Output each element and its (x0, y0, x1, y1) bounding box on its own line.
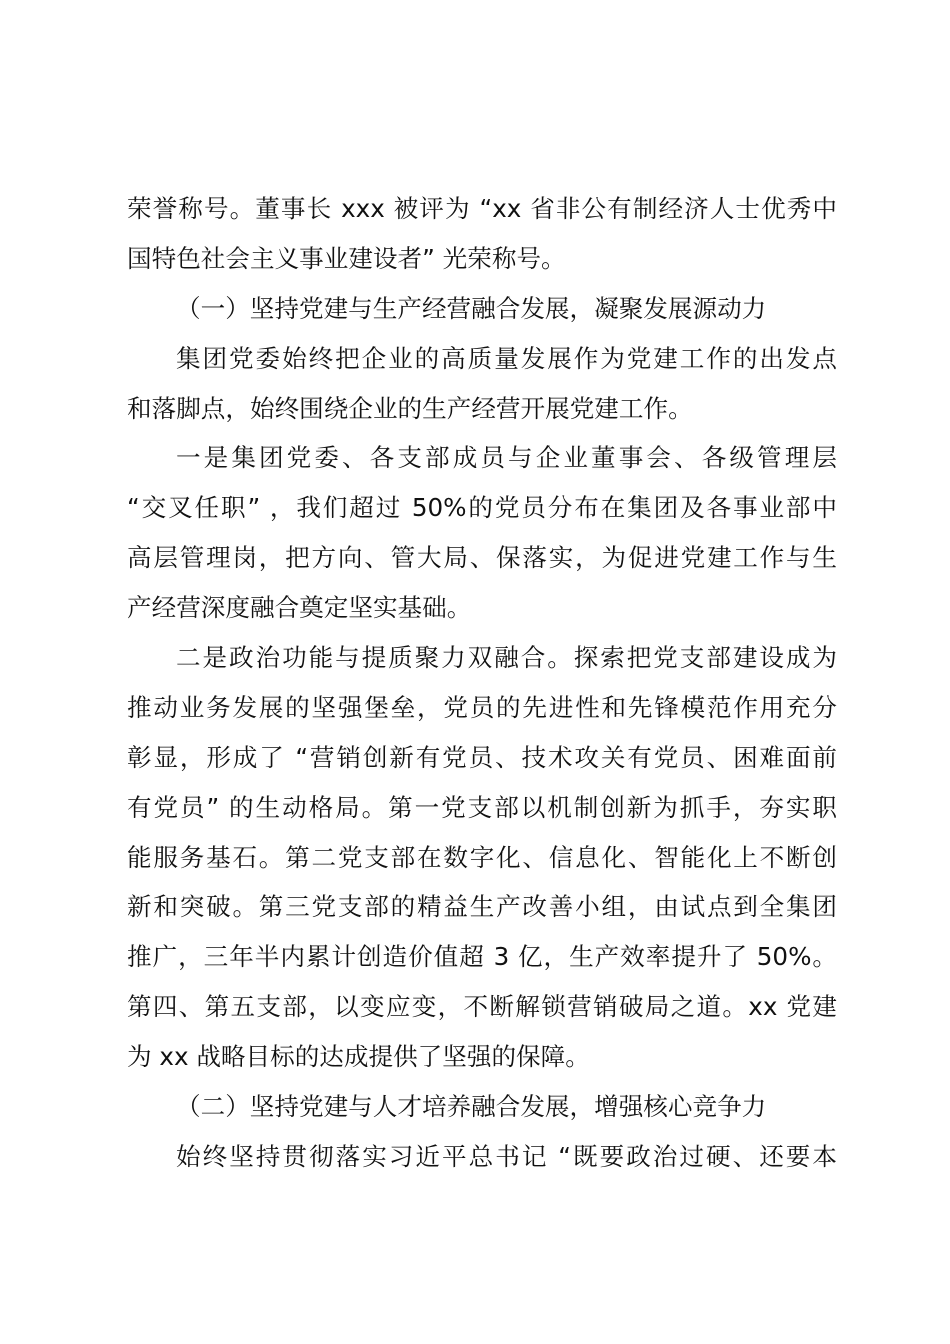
paragraph-talent (127, 1132, 837, 1182)
text-line: 能服务基石。第二党支部在数字化、信息化、智能化上不断创 (127, 842, 837, 872)
paragraph-honor-title (127, 184, 837, 284)
text-line: 荣誉称号。董事长 xxx 被评为 “xx 省非公有制经济人士优秀中 (127, 194, 837, 223)
text-line: 彰显，形成了 “营销创新有党员、技术攻关有党员、困难面前 (127, 742, 837, 772)
text-line: 集团党委始终把企业的高质量发展作为党建工作的出发点 (176, 343, 837, 373)
text-line: 推广，三年半内累计创造价值超 3 亿，生产效率提升了 50%。 (127, 942, 837, 972)
paragraph-party-committee (127, 334, 837, 434)
heading-text: （一）坚持党建与生产经营融合发展，凝聚发展源动力 (176, 293, 767, 323)
document-body (127, 184, 837, 1182)
text-line: 和落脚点，始终围绕企业的生产经营开展党建工作。 (127, 393, 693, 423)
section-heading-2 (127, 1082, 837, 1132)
section-heading-1 (127, 284, 837, 334)
text-line: 新和突破。第三党支部的精益生产改善小组，由试点到全集团 (127, 892, 837, 922)
text-line: 第四、第五支部，以变应变，不断解锁营销破局之道。xx 党建 (127, 992, 837, 1022)
text-line: 有党员” 的生动格局。第一党支部以机制创新为抓手，夯实职 (127, 792, 837, 822)
text-line: 始终坚持贯彻落实习近平总书记 “既要政治过硬、还要本 (176, 1141, 837, 1171)
paragraph-point-one (127, 433, 837, 633)
paragraph-point-two (127, 633, 837, 1082)
heading-text: （二）坚持党建与人才培养融合发展，增强核心竞争力 (176, 1092, 767, 1122)
text-line: 产经营深度融合奠定坚实基础。 (127, 593, 472, 623)
text-line: 推动业务发展的坚强堡垒，党员的先进性和先锋模范作用充分 (127, 692, 837, 722)
text-line: 一是集团党委、各支部成员与企业董事会、各级管理层 (176, 443, 837, 473)
text-line: 二是政治功能与提质聚力双融合。探索把党支部建设成为 (176, 643, 837, 673)
text-line: 高层管理岗，把方向、管大局、保落实，为促进党建工作与生 (127, 543, 837, 573)
text-line: 国特色社会主义事业建设者” 光荣称号。 (127, 243, 566, 273)
text-line: 为 xx 战略目标的达成提供了坚强的保障。 (127, 1042, 590, 1072)
text-line: “交叉任职” ，我们超过 50%的党员分布在集团及各事业部中 (127, 493, 837, 523)
